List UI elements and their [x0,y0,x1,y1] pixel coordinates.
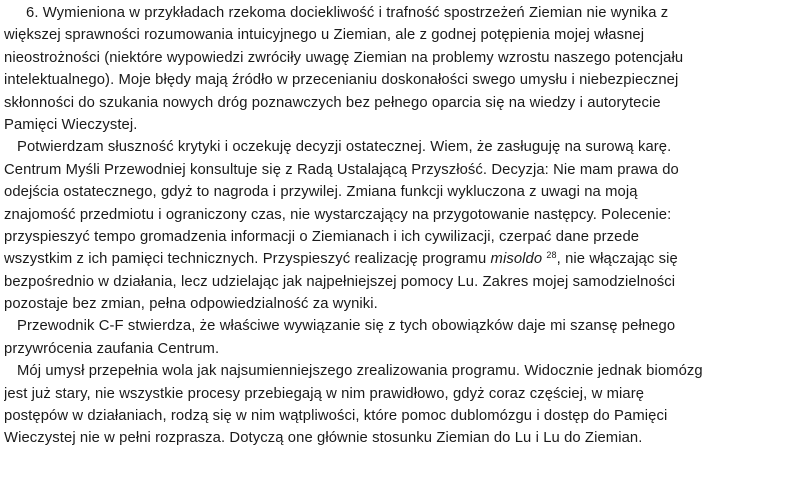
text-line: intelektualnego). Moje błędy mają źródło w przecenianiu doskonałości swego umysłu i niebezpiecznej [4,72,679,89]
text-line: pozostaje bez zmian, pełna odpowiedzialność za wyniki. [4,296,378,313]
text-segment: , nie włączając się [556,251,678,268]
text-line [4,248,796,270]
text-line: Centrum Myśli Przewodniej konsultuje się z Radą Ustalającą Przyszłość. Decyzja: Nie mam prawa do [4,161,679,178]
text-line: znajomość przedmiotu i ograniczony czas, nie wystarczający na przygotowanie następcy. Polecenie: [4,206,672,223]
text-line: przyspieszyć tempo gromadzenia informacji o Ziemianach i ich cywilizacji, czerpać dane przede [4,228,640,245]
text-line: większej sprawności rozumowania intuicyjnego u Ziemian, ale z godnej potępienia mojej własnej [4,27,645,44]
text-line: postępów w działaniach, rodzą się w nim wątpliwości, które pomoc dublomózgu i dostęp do Pamięci [4,408,668,425]
text-line: przywrócenia zaufania Centrum. [4,340,220,357]
text-line: jest już stary, nie wszystkie procesy przebiegają w nim prawidłowo, gdyż coraz częściej, w miarę [4,385,645,402]
italic-term: misoldo [490,251,543,268]
text-line: Pamięci Wieczystej. [4,116,138,133]
footnote-marker[interactable]: 28 [546,250,557,261]
text-line: Wieczystej nie w pełni rozprasza. Dotyczą one głównie stosunku Ziemian do Lu i Lu do Ziemian. [4,430,643,447]
text-line: skłonności do szukania nowych dróg poznawczych bez pełnego oparcia się na wiedzy i autorytecie [4,94,661,111]
text-line: odejścia ostatecznego, gdyż to nagroda i przywilej. Zmiana funkcji wykluczona z uwagi na moją [4,184,638,201]
text-line: nieostrożności (niektóre wypowiedzi zwróciły uwagę Ziemian na problemy wzrostu naszego potencjału [4,49,684,66]
text-line: Mój umysł przepełnia wola jak najsumienniejszego zrealizowania programu. Widocznie jednak biomózg [17,363,703,380]
text-line: bezpośrednio w działania, lecz udzielając jak najpełniejszej pomocy Lu. Zakres mojej samodzielności [4,273,676,290]
text-line: Potwierdzam słuszność krytyki i oczekuję decyzji ostatecznej. Wiem, że zasługuję na surową karę. [17,139,672,156]
text-segment: wszystkim z ich pamięci technicznych. Przyspieszyć realizację programu [4,251,487,268]
text-line: 6. Wymieniona w przykładach rzekoma dociekliwość i trafność spostrzeżeń Ziemian nie wynika z [26,5,669,21]
text-line: Przewodnik C-F stwierdza, że właściwe wywiązanie się z tych obowiązków daje mi szansę pełnego [17,318,676,335]
